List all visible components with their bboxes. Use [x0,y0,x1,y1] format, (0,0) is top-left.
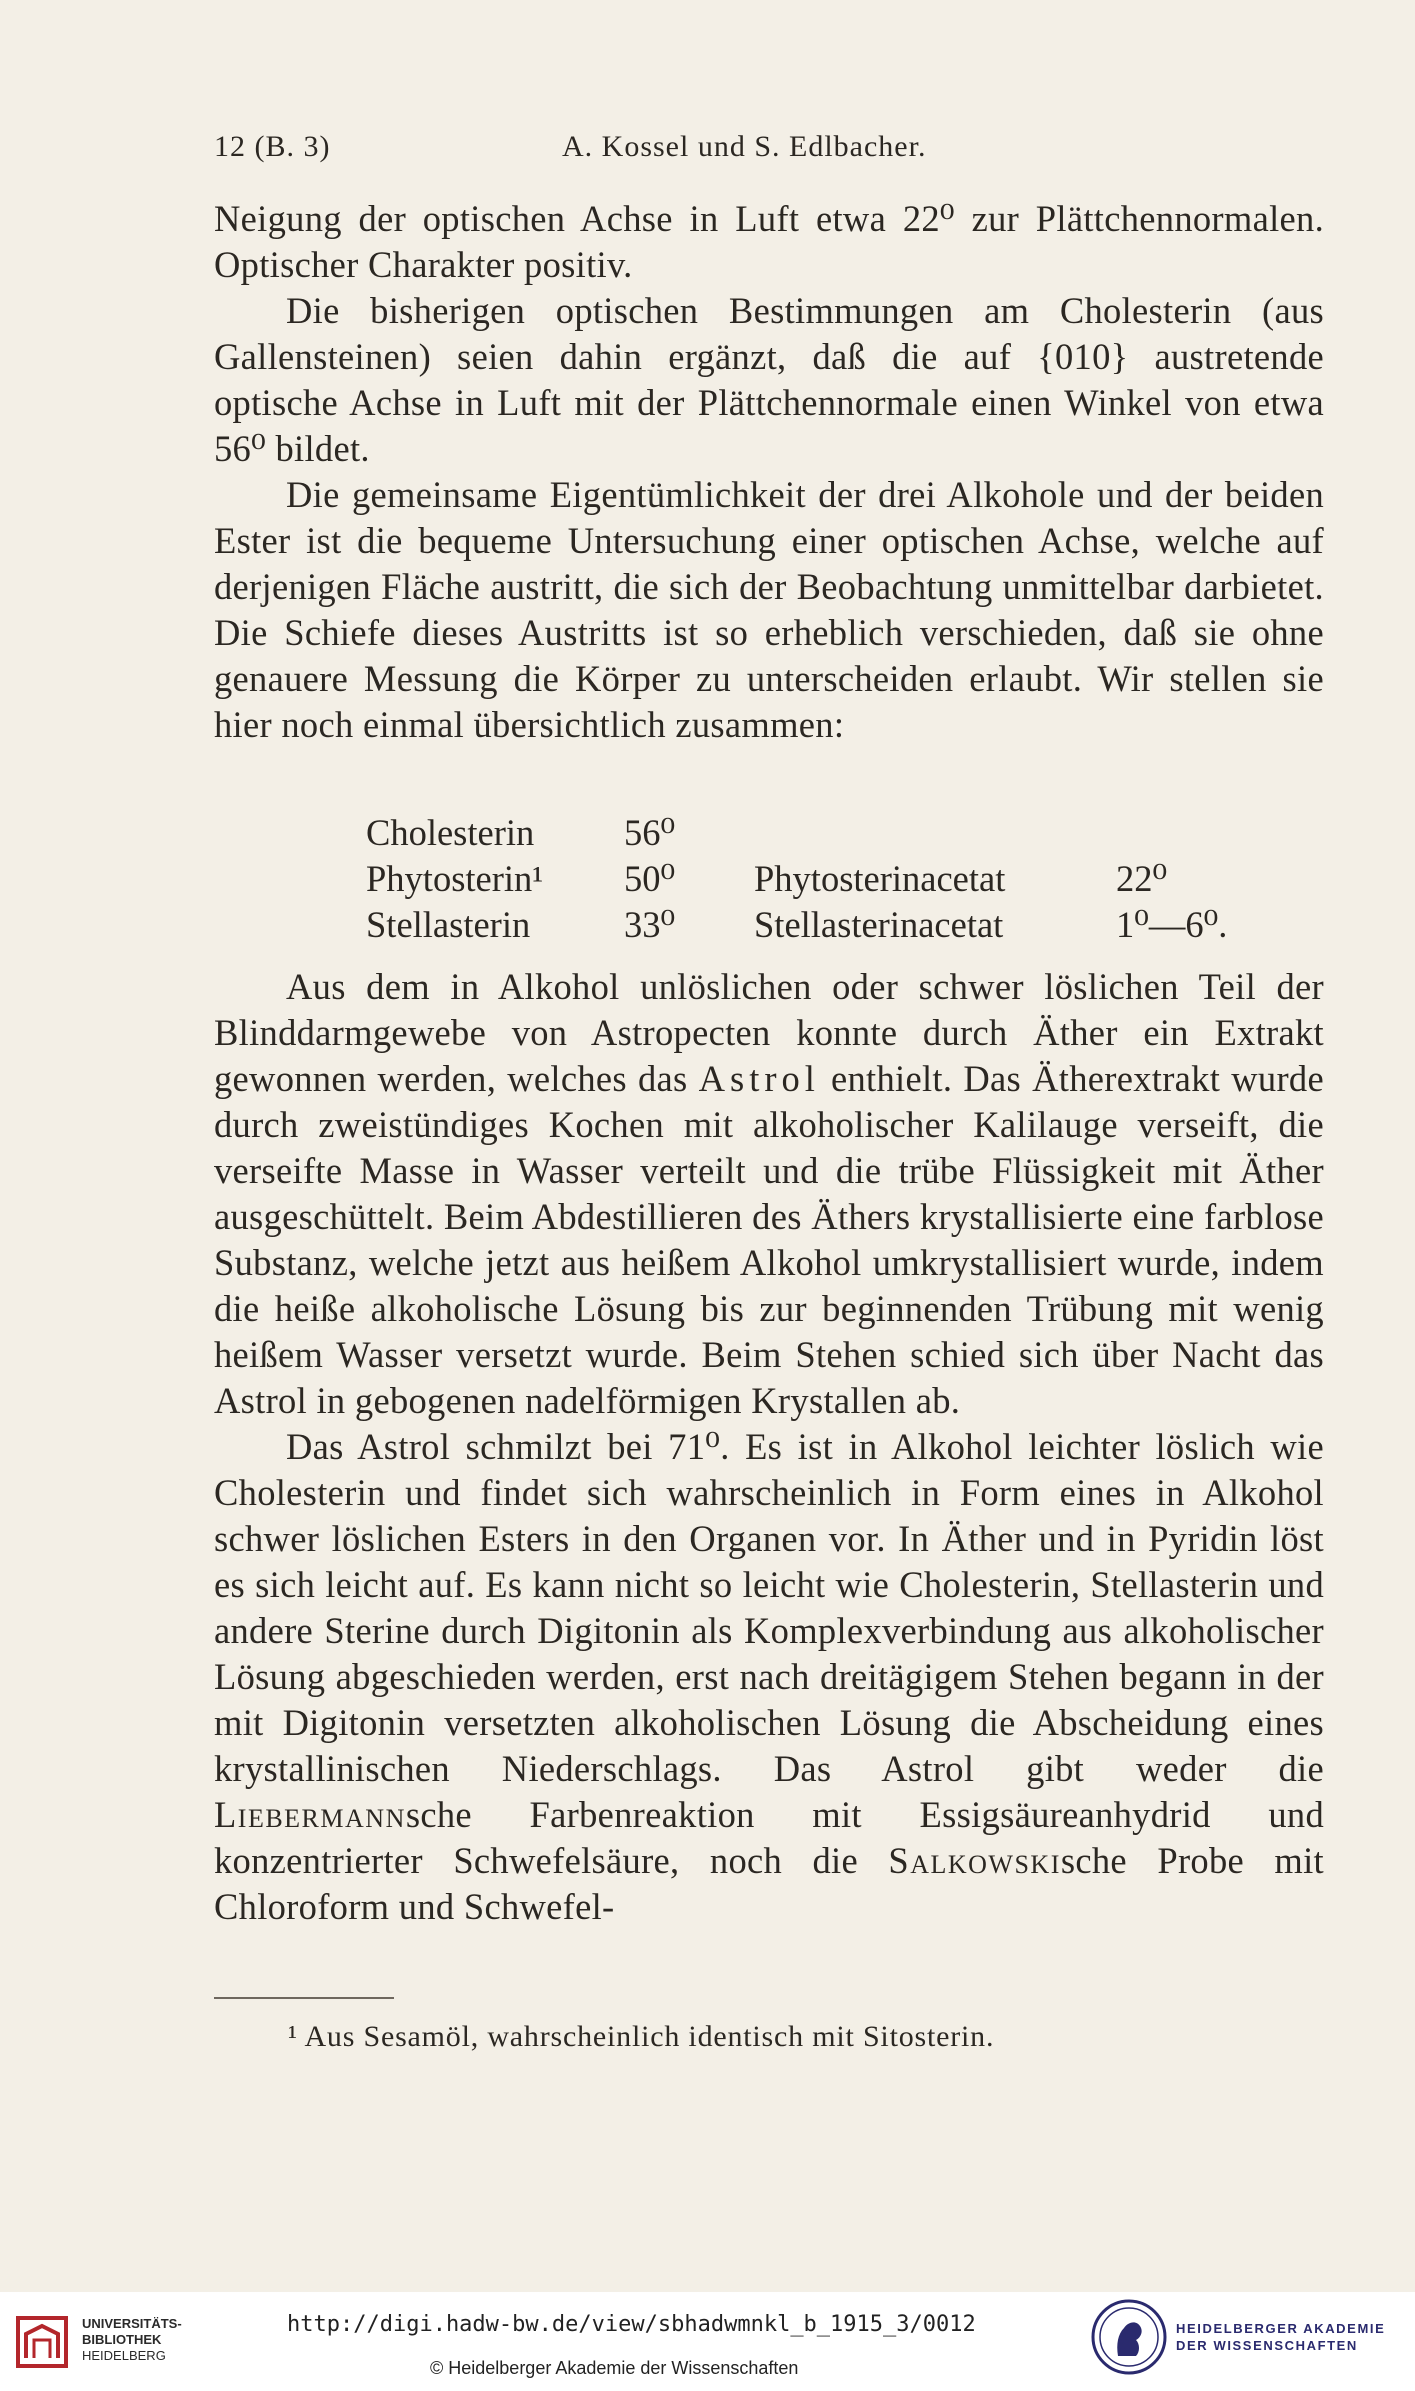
paragraph-2: Die bisherigen optischen Bestimmungen am Cholesterin (aus Gallensteinen) seien dahin ergänzt, daß die auf {010} austretende optische Achse in Luft mit der Plättchennormale einen Winkel von etwa 56⁰ bildet. [214,290,1324,469]
table-cell-angle: 50⁰ [624,858,676,899]
permalink-url[interactable]: http://digi.hadw-bw.de/view/sbhadwmnkl_b_1915_3/0012 [287,2312,976,2337]
university-library-name: UNIVERSITÄTS- BIBLIOTHEK HEIDELBERG [82,2316,182,2363]
paragraph-3: Die gemeinsame Eigentümlichkeit der drei Alkohole und der beiden Ester ist die bequeme Untersuchung einer optischen Achse, welche auf derjenigen Fläche austritt, die sich der Beobachtung unmittelbar darbietet. Die Schiefe dieses Austritts ist so erheblich verschieden, daß sie ohne genauere Messung die Körper zu unterscheiden erlaubt. Wir stellen sie hier noch einmal übersichtlich zusammen: [214,474,1324,745]
table-cell-angle: 33⁰ [624,904,676,945]
body-text-upper [214,196,1324,748]
table-cell-ester-name: Phytosterinacetat [754,858,1006,899]
table-row [214,856,1324,902]
copyright-notice: © Heidelberger Akademie der Wissenschaften [430,2358,799,2378]
university-library-logo-icon [14,2312,74,2372]
table-cell-name: Stellasterin [366,904,531,945]
page-reference: 12 (B. 3) [214,130,331,163]
body-text-lower [214,964,1324,1930]
footnote-divider [214,1997,394,1999]
header-authors: A. Kossel und S. Edlbacher. [562,130,927,163]
table-cell-ester-angle: 1⁰—6⁰. [1116,904,1228,945]
academy-seal-icon [1090,2298,1168,2376]
table-cell-name: Cholesterin [366,812,535,853]
name-liebermann: Liebermann [214,1794,406,1835]
table-row [214,902,1324,948]
paragraph-1: Neigung der optischen Achse in Luft etwa 22⁰ zur Plättchennormalen. Optischer Charakter positiv. [214,198,1324,285]
table-cell-name: Phytosterin¹ [366,858,544,899]
table-cell-ester-angle: 22⁰ [1116,858,1168,899]
table-cell-angle: 56⁰ [624,812,676,853]
table-row [214,810,1324,856]
sterol-angle-table [214,810,1324,948]
academy-name: HEIDELBERGER AKADEMIE DER WISSENSCHAFTEN [1176,2321,1386,2353]
name-salkowski: Salkowski [888,1840,1061,1881]
table-cell-ester-name: Stellasterinacetat [754,904,1004,945]
paragraph-5: Das Astrol schmilzt bei 71⁰. Es ist in Alkohol leichter löslich wie Cholesterin und findet sich wahrscheinlich in Form eines in Alkohol schwer löslichen Esters in den Organen vor. In Äther und in Pyridin löst es sich leicht auf. Es kann nicht so leicht wie Cholesterin, Stellasterin und andere Sterine durch Digitonin als Komplexverbindung aus alkoholischer Lösung abgeschieden werden, erst nach dreitägigem Stehen begann in der mit Digitonin versetzten alkoholischen Lösung die Abscheidung eines krystallinischen Niederschlags. Das Astrol gibt weder die Liebermannsche Farbenreaktion mit Essigsäureanhydrid und konzentrierter Schwefelsäure, noch die Salkowskische Probe mit Chloroform und Schwefel- [214,1426,1325,1927]
paragraph-4: Aus dem in Alkohol unlöslichen oder schwer löslichen Teil der Blinddarmgewebe von Astropecten konnte durch Äther ein Extrakt gewonnen werden, welches das Astrol enthielt. Das Ätherextrakt wurde durch zweistündiges Kochen mit alkoholischer Kalilauge verseift, die verseifte Masse in Wasser verteilt und die trübe Flüssigkeit mit Äther ausgeschüttelt. Beim Abdestillieren des Äthers krystallisierte eine farblose Substanz, welche jetzt aus heißem Alkohol umkrystallisiert wurde, indem die heiße alkoholische Lösung bis zur beginnenden Trübung mit wenig heißem Wasser versetzt wurde. Beim Stehen schied sich über Nacht das Astrol in gebogenen nadelförmigen Krystallen ab. [214,966,1324,1421]
digitization-footer [0,2292,1415,2391]
running-header [214,130,1324,170]
spaced-term-astrol: Astrol [698,1058,820,1099]
footnote: ¹ Aus Sesamöl, wahrscheinlich identisch mit Sitosterin. [288,2020,995,2053]
